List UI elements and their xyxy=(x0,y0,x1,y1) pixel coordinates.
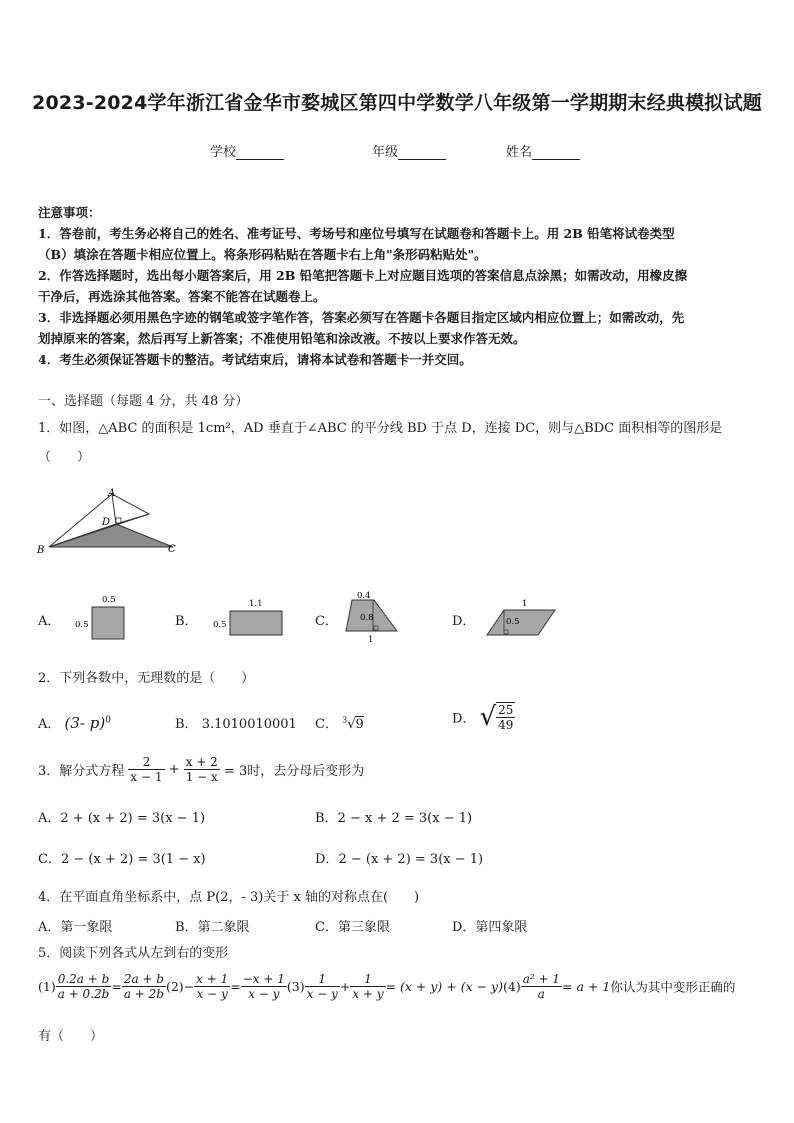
notice-line: （B）填涂在答题卡相应位置上。将条形码粘贴在答题卡右上角"条形码粘贴处"。 xyxy=(38,247,487,262)
svg-text:0.5: 0.5 xyxy=(506,617,520,627)
notice-line: 4．考生必须保证答题卡的整洁。考试结束后，请将本试卷和答题卡一并交回。 xyxy=(38,352,472,367)
question-3-text: 3．解分式方程 $\frac{2}{x - 1}$ + $\frac{x + 2}{1 - x}$ = 3时，去分母后变形为 xyxy=(38,755,365,784)
q1-option-b-rectangle[interactable] xyxy=(210,596,290,640)
label-c: C xyxy=(168,544,176,555)
q3-option-c[interactable]: C．2 − (x + 2) = 3(1 − x) xyxy=(38,852,206,867)
q2-option-d[interactable]: D． √ $\frac{25}{49}$ xyxy=(452,702,514,732)
notice-line: 2．作答选择题时，选出每小题答案后，用 2B 铅笔把答题卡上对应题目选项的答案信息点涂黑；如需改动，用橡皮擦 xyxy=(38,268,688,283)
svg-text:0.5: 0.5 xyxy=(75,620,89,630)
question-1-text: 1．如图，△ABC 的面积是 1cm²，AD 垂直于∠ABC 的平分线 BD 于点 D，连接 DC，则与△BDC 面积相等的图形是 xyxy=(38,421,723,436)
label-a: A xyxy=(108,488,116,499)
question-1-paren: （ ） xyxy=(38,450,91,465)
question-5-text: 5．阅读下列各式从左到右的变形 xyxy=(38,946,229,961)
svg-text:0.5: 0.5 xyxy=(102,595,116,605)
question-4-text: 4．在平面直角坐标系中，点 P(2，- 3)关于 x 轴的对称点在( ) xyxy=(38,890,420,905)
q1-option-d-parallelogram[interactable] xyxy=(484,596,560,640)
label-d: D xyxy=(102,517,111,528)
q3-option-a[interactable]: A．2 + (x + 2) = 3(x − 1) xyxy=(38,811,206,826)
notice-line: 干净后，再选涂其他答案。答案不能答在试题卷上。 xyxy=(38,289,326,304)
school-field: 学校 xyxy=(210,141,284,160)
svg-text:0.5: 0.5 xyxy=(213,620,227,630)
notice-line: 3．非选择题必须用黑色字迹的钢笔或签字笔作答，答案必须写在答题卡各题目指定区域内相应位置上；如需改动，先 xyxy=(38,310,685,325)
grade-field: 年级 xyxy=(372,141,446,160)
svg-text:0.8: 0.8 xyxy=(360,613,374,623)
question-5-expressions: (1) $\frac{0.2a + b}{a + 0.2b}$ = $\frac{2a + b}{a + 2b}$ (2)− $\frac{x + 1}{x - y}$ = $\frac{-x + 1}{x - y}$ (3) $\frac{1}{x - y}$ + $\frac{1}{x + y}$ = (x + y) + (x − y)(4) $\frac{\text{a² + 1}}{a}$ = a + 1你认为其中变形正确的 xyxy=(38,972,736,1001)
notice-line: 划掉原来的答案，然后再写上新答案；不准使用铅笔和涂改液。不按以上要求作答无效。 xyxy=(38,331,526,346)
q4-option-a[interactable]: A．第一象限 xyxy=(38,920,113,935)
notice-heading: 注意事项： xyxy=(38,205,101,220)
q1-option-d-letter[interactable]: D． xyxy=(452,614,476,629)
svg-text:1: 1 xyxy=(368,635,374,644)
svg-text:0.4: 0.4 xyxy=(357,591,371,601)
q1-option-c-trapezoid[interactable] xyxy=(340,588,402,644)
q4-option-c[interactable]: C．第三象限 xyxy=(315,920,390,935)
q4-option-d[interactable]: D．第四象限 xyxy=(452,920,528,935)
name-field: 姓名 xyxy=(506,141,580,160)
q1-option-a-letter[interactable]: A． xyxy=(38,614,61,629)
svg-text:1.1: 1.1 xyxy=(249,599,263,609)
label-b: B xyxy=(37,545,45,556)
page-title: 2023-2024学年浙江省金华市婺城区第四中学数学八年级第一学期期末经典模拟试题 xyxy=(32,92,762,114)
q2-option-a[interactable]: A． (3- p)$^0$ xyxy=(38,714,111,732)
svg-text:1: 1 xyxy=(522,599,528,609)
q3-option-b[interactable]: B．2 − x + 2 = 3(x − 1) xyxy=(315,811,473,826)
q2-option-c[interactable]: C． $^3$√9 xyxy=(315,715,364,732)
question-5-continuation: 有（ ） xyxy=(38,1029,104,1044)
question-2-text: 2．下列各数中，无理数的是（ ） xyxy=(38,671,255,686)
q3-option-d[interactable]: D．2 − (x + 2) = 3(x − 1) xyxy=(315,852,484,867)
section-heading: 一、选择题（每题 4 分，共 48 分） xyxy=(38,394,249,409)
q1-option-a-square[interactable] xyxy=(72,592,132,642)
q2-option-b[interactable]: B． 3.1010010001 xyxy=(175,717,297,732)
q1-option-b-letter[interactable]: B． xyxy=(175,614,198,629)
q4-option-b[interactable]: B．第二象限 xyxy=(175,920,250,935)
triangle-figure xyxy=(34,484,184,560)
q1-option-c-letter[interactable]: C． xyxy=(315,614,338,629)
notice-line: 1．答卷前，考生务必将自己的姓名、准考证号、考场号和座位号填写在试题卷和答题卡上。用 2B 铅笔将试卷类型 xyxy=(38,226,675,241)
